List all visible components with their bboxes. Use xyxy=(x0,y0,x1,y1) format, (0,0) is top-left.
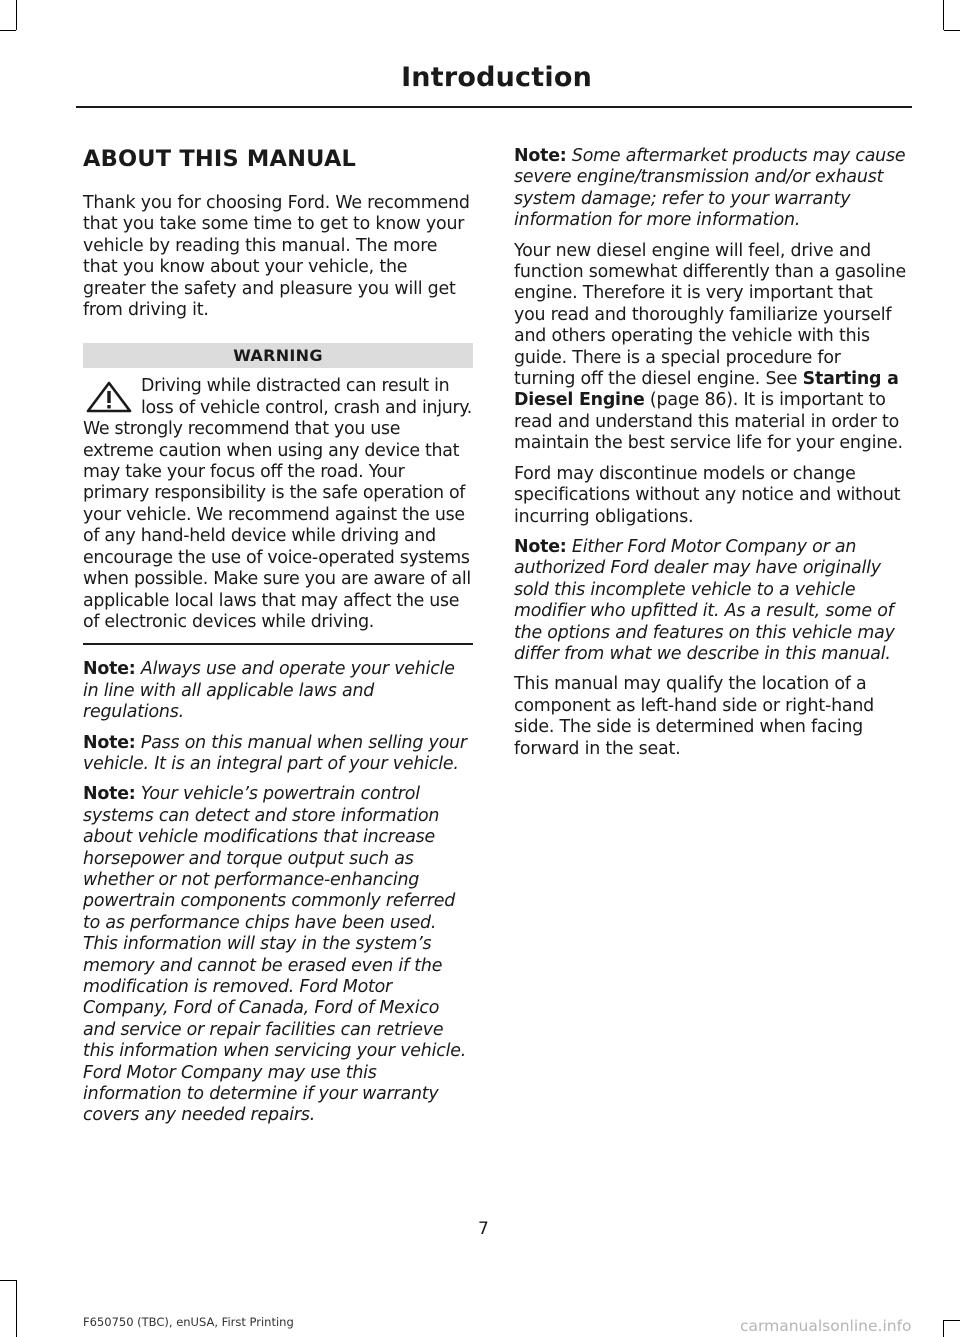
diesel-xref-link[interactable]: Starting a Diesel Engine xyxy=(514,369,899,411)
warning-triangle-icon xyxy=(85,380,133,414)
crop-mark xyxy=(0,30,16,31)
note-label: Note: xyxy=(83,659,136,680)
crop-mark xyxy=(944,1320,960,1321)
crop-mark xyxy=(943,0,944,30)
note-powertrain xyxy=(83,784,473,1127)
warning-text: Driving while distracted can result in loss of vehicle control, crash and injury. We strongly recommend that you use extreme caution when using any device that may take your focus off the road. Your primary responsibility is the safe operation of your vehicle. We recommend against the use of any hand-held device while driving and encourage the use of voice-operated systems when possible. Make sure you are aware of all applicable local laws that may affect the use of electronic devices while driving. xyxy=(83,376,473,632)
footer-text: F650750 (TBC), enUSA, First Printing xyxy=(83,1315,294,1329)
note-upfit xyxy=(514,537,907,665)
page-number: 7 xyxy=(478,1219,489,1239)
note-text: Pass on this manual when selling your vehicle. It is an integral part of your vehicle. xyxy=(83,732,467,774)
crop-mark xyxy=(944,30,960,31)
note-aftermarket xyxy=(514,146,907,232)
crop-mark xyxy=(0,1280,16,1281)
note-label: Note: xyxy=(514,536,567,557)
left-column xyxy=(83,146,473,1136)
sides-paragraph: This manual may qualify the location of a component as left-hand side or right-hand side. The side is determined when facing forward in the seat. xyxy=(514,674,875,759)
crop-mark xyxy=(16,1280,17,1337)
warning-body xyxy=(83,376,473,645)
note-laws xyxy=(83,659,473,723)
section-heading: ABOUT THIS MANUAL xyxy=(83,146,357,172)
diesel-text-before: Your new diesel engine will feel, drive and function somewhat differently than a gasoline engine. Therefore it is very important that you read and thoroughly familiarize yourself and others operating the vehicle with this guide. There is a special procedure for turning off the diesel engine. See xyxy=(514,240,906,390)
watermark: carmanualsonline.info xyxy=(740,1317,912,1335)
note-text: Always use and operate your vehicle in line with all applicable laws and regulations. xyxy=(83,659,455,723)
right-column xyxy=(514,146,907,769)
header-rule xyxy=(76,106,912,108)
note-pass-on xyxy=(83,733,473,776)
diesel-text-after: (page 86). It is important to read and understand this material in order to maintain the best service life for your engine. xyxy=(514,390,903,454)
page-header-title: Introduction xyxy=(401,62,592,93)
intro-paragraph: Thank you for choosing Ford. We recommend that you take some time to get to know your vehicle by reading this manual. The more that you know about your vehicle, the greater the safety and pleasure you will get from driving it. xyxy=(83,193,470,321)
note-text: Either Ford Motor Company or an authorized Ford dealer may have originally sold this incomplete vehicle to a vehicle modifier who upfitted it. As a result, some of the options and features on this vehicle may differ from what we describe in this manual. xyxy=(514,536,895,664)
diesel-paragraph xyxy=(514,241,907,455)
note-label: Note: xyxy=(514,146,567,166)
warning-box xyxy=(83,343,473,645)
discontinue-paragraph: Ford may discontinue models or change specifications without any notice and without incurring obligations. xyxy=(514,463,901,527)
crop-mark xyxy=(943,1320,944,1337)
note-text: Some aftermarket products may cause severe engine/transmission and/or exhaust system damage; refer to your warranty information for more information. xyxy=(514,146,906,231)
warning-title: WARNING xyxy=(83,343,473,368)
note-label: Note: xyxy=(83,784,136,805)
note-label: Note: xyxy=(83,732,136,753)
note-text: Your vehicle’s powertrain control systems can detect and store information about vehicle modifications that increase horsepower and torque output such as whether or not performance-enhancing powertrain components commonly referred to as performance chips have been used. This information will stay in the system’s memory and cannot be erased even if the modification is removed. Ford Motor Company, Ford of Canada, Ford of Mexico and service or repair facilities can retrieve this information when servicing your vehicle. Ford Motor Company may use this information to determine if your warranty covers any needed repairs. xyxy=(83,784,467,1126)
crop-mark xyxy=(16,0,17,30)
